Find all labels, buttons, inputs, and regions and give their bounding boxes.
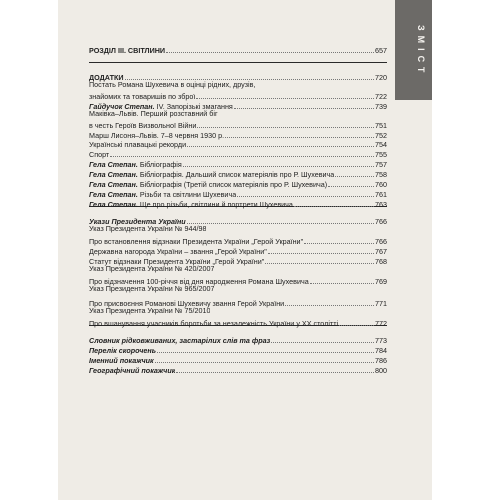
divider [89,62,387,63]
toc-entry [89,80,387,89]
toc-entry [89,214,387,226]
leader-dots [310,274,374,284]
toc-entry [89,128,387,140]
toc-entry [89,43,387,55]
toc-entry-author: Гайдучок Степан. [89,102,155,111]
toc-entry-title: Бібліографія [137,160,182,169]
toc-entry [89,316,387,328]
toc-page-number: 768 [375,257,387,266]
toc-page-number: 722 [375,92,387,101]
leader-dots [328,177,374,187]
leader-dots [197,118,374,128]
toc-entry-title: Про відзначення 100-річчя від дня народження Романа Шухевича [89,277,309,286]
toc-entry [89,197,387,209]
toc-entry-title: Іменний покажчик [89,356,154,365]
toc-entry-title: Указ Президента України № 965/2007 [89,284,215,293]
toc-entry-author: Гела Степан. [89,160,138,169]
leader-dots [176,363,374,373]
toc-entry [89,343,387,355]
toc-entry [89,284,387,293]
leader-dots [294,197,374,207]
leader-dots [157,343,374,353]
section-tab-label: ЗМІСТ [416,24,426,78]
toc-entry-title: IV. Запорізькі змагання [154,102,233,111]
toc-page-number: 751 [375,121,387,130]
toc-entry-title: Указ Президента України № 420/2007 [89,264,215,273]
toc-page-number: 754 [375,140,387,149]
leader-dots [285,296,374,306]
toc-entry [89,224,387,233]
toc-entry [89,147,387,159]
toc-entry-title: Географічний покажчик [89,366,176,375]
toc-entry [89,137,387,149]
toc-entry [89,353,387,365]
toc-page-number: 760 [375,180,387,189]
toc-entry-title: Ще про різьби, світлини й портрети Шухевича [137,200,293,209]
toc-page-number: 757 [375,160,387,169]
toc-entry [89,306,387,315]
toc-page-number: 761 [375,190,387,199]
toc-entry [89,118,387,130]
leader-dots [183,157,374,167]
leader-dots [268,244,374,254]
toc-page-number: 752 [375,131,387,140]
toc-entry-title: Указ Президента України № 944/98 [89,224,207,233]
toc-entry-title: Бібліографія (Третій список матеріялів про Р. Шухевича) [137,180,328,189]
toc-entry-title: знайомих та товаришів по зброї [89,92,196,101]
toc-entry [89,157,387,169]
toc-entry [89,264,387,273]
toc-entry-title: ДОДАТКИ [89,73,124,82]
toc-entry [89,167,387,179]
toc-page-number: 786 [375,356,387,365]
toc-page-number: 720 [375,73,387,82]
leader-dots [339,316,374,326]
leader-dots [187,214,374,224]
toc-entry-title: Статут відзнаки Президента України „Герой України" [89,257,265,266]
toc-entry-title: Бібліографія. Дальший список матеріялів про Р. Шухевича [137,170,335,179]
toc-entry [89,89,387,101]
toc-entry-title: Державна нагорода України – звання „Герой України" [89,247,267,256]
leader-dots [237,187,374,197]
toc-entry-title: Про вшанування учасників боротьби за незалежність України у XX столітті [89,319,339,328]
toc-page-number: 772 [375,319,387,328]
toc-page-number: 766 [375,237,387,246]
toc-entry-title: Марш Лисоня–Львів. 7–8 червня 1930 р. [89,131,225,140]
toc-entry-title: Перелік скорочень [89,346,156,355]
toc-entry-title: в честь Героїв Визвольної Війни [89,121,197,130]
toc-page-number: 739 [375,102,387,111]
toc-page-number: 784 [375,346,387,355]
leader-dots [155,353,374,363]
toc-entry [89,244,387,256]
toc-page-number: 766 [375,217,387,226]
toc-entry-title: Укази Президента України [89,217,186,226]
leader-dots [271,333,374,343]
toc-entry [89,109,387,118]
leader-dots [166,43,374,53]
toc-entry-title: Указ Президента України № 75/2010 [89,306,211,315]
toc-entry [89,177,387,189]
toc-entry-title: Про присвоєння Романові Шухевичу звання Герой України [89,299,285,308]
toc-entry [89,274,387,286]
toc-entry-title: Маківка–Львів. Перший розставний біг [89,109,218,118]
toc-page-number: 771 [375,299,387,308]
toc-entry-text [89,200,293,209]
toc-entry-title: Різьби та світлини Шухевича [137,190,237,199]
toc-page-number: 800 [375,366,387,375]
toc-entry [89,99,387,111]
toc-entry-title: Про встановлення відзнаки Президента України „Герой України" [89,237,304,246]
toc-entry-title: РОЗДІЛ III. СВІТЛИНИ [89,46,166,55]
toc-page-number: 767 [375,247,387,256]
toc-entry-title: Словник рідковживаних, застарілих слів та фраз [89,336,271,345]
leader-dots [187,137,374,147]
toc-entry-title: Постать Романа Шухевича в оцінці рідних, друзів, [89,80,256,89]
leader-dots [110,147,374,157]
toc-page-number: 773 [375,336,387,345]
leader-dots [125,70,374,80]
toc-entry-title: Українські плавацькі рекорди [89,140,187,149]
toc-page-number: 755 [375,150,387,159]
toc-entry [89,254,387,266]
toc-page-number: 763 [375,200,387,209]
toc-entry [89,296,387,308]
toc-page-number: 758 [375,170,387,179]
leader-dots [304,234,374,244]
toc-entry-title: Спорт [89,150,110,159]
toc-page-number: 769 [375,277,387,286]
toc-entry [89,363,387,375]
leader-dots [196,89,374,99]
leader-dots [335,167,374,177]
toc-entry-author: Гела Степан. [89,200,138,209]
table-of-contents [89,0,387,500]
toc-entry [89,187,387,199]
leader-dots [265,254,374,264]
toc-entry-author: Гела Степан. [89,170,138,179]
toc-page-number: 657 [375,46,387,55]
toc-entry-author: Гела Степан. [89,190,138,199]
toc-entry [89,70,387,82]
toc-entry [89,234,387,246]
toc-entry-author: Гела Степан. [89,180,138,189]
leader-dots [234,99,374,109]
toc-entry [89,333,387,345]
